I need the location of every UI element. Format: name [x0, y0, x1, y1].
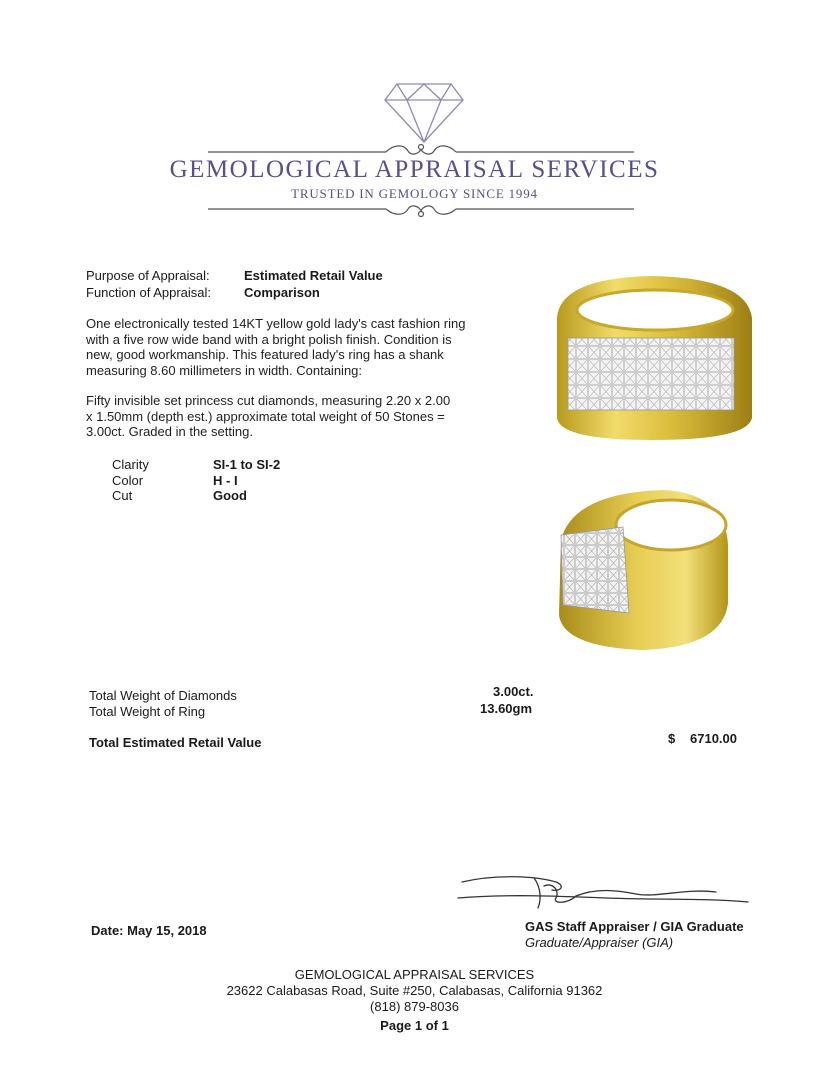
currency-symbol: $	[668, 731, 676, 746]
ring-photo-angled	[553, 485, 731, 653]
description-line: with a five row wide band with a bright polish finish. Condition is	[86, 331, 452, 347]
appraiser-credential: Graduate/Appraiser (GIA)	[525, 935, 674, 950]
diamond-outline-icon	[383, 82, 465, 144]
ornament-divider-bottom	[208, 200, 634, 220]
stone-description	[86, 393, 506, 440]
total-ring-weight-label: Total Weight of Ring	[89, 704, 206, 719]
stone-line: 3.00ct. Graded in the setting.	[86, 424, 253, 439]
total-ring-weight-value: 13.60gm	[480, 701, 533, 716]
total-retail-value: 6710.00	[690, 731, 737, 746]
company-name: GEMOLOGICAL APPRAISAL SERVICES	[169, 156, 660, 183]
footer-phone: (818) 879-8036	[370, 999, 459, 1014]
appraiser-signature	[456, 868, 752, 916]
cut-label: Cut	[112, 488, 133, 503]
footer-address: 23622 Calabasas Road, Suite #250, Calabasas, California 91362	[226, 983, 603, 998]
color-label: Color	[112, 472, 144, 488]
function-label: Function of Appraisal:	[86, 285, 212, 300]
purpose-value: Estimated Retail Value	[244, 268, 383, 283]
description-line: measuring 8.60 millimeters in width. Containing:	[86, 362, 363, 378]
description-line: One electronically tested 14KT yellow gold lady's cast fashion ring	[86, 316, 466, 331]
ring-description	[86, 316, 506, 378]
stone-line: Fifty invisible set princess cut diamonds, measuring 2.20 x 2.00	[86, 393, 451, 408]
grading-labels	[112, 457, 149, 504]
purpose-label: Purpose of Appraisal:	[86, 268, 210, 283]
total-diamond-weight-value: 3.00ct.	[493, 684, 534, 699]
grading-values	[213, 457, 280, 504]
cut-value: Good	[213, 488, 247, 503]
stone-line: x 1.50mm (depth est.) approximate total weight of 50 Stones =	[86, 408, 445, 424]
description-line: new, good workmanship. This featured lady's ring has a shank	[86, 347, 444, 362]
footer-company: GEMOLOGICAL APPRAISAL SERVICES	[294, 967, 535, 982]
color-value: H - I	[213, 472, 238, 488]
appraisal-date: Date: May 15, 2018	[91, 923, 207, 938]
company-tagline: TRUSTED IN GEMOLOGY SINCE 1994	[291, 186, 538, 201]
clarity-label: Clarity	[112, 457, 149, 472]
page-number: Page 1 of 1	[380, 1018, 449, 1033]
function-value: Comparison	[244, 285, 320, 300]
total-retail-label: Total Estimated Retail Value	[89, 735, 262, 750]
appraiser-title: GAS Staff Appraiser / GIA Graduate	[525, 919, 744, 934]
clarity-value: SI-1 to SI-2	[213, 457, 281, 472]
ring-photo-front	[552, 268, 757, 443]
total-diamond-weight-label: Total Weight of Diamonds	[89, 688, 237, 703]
